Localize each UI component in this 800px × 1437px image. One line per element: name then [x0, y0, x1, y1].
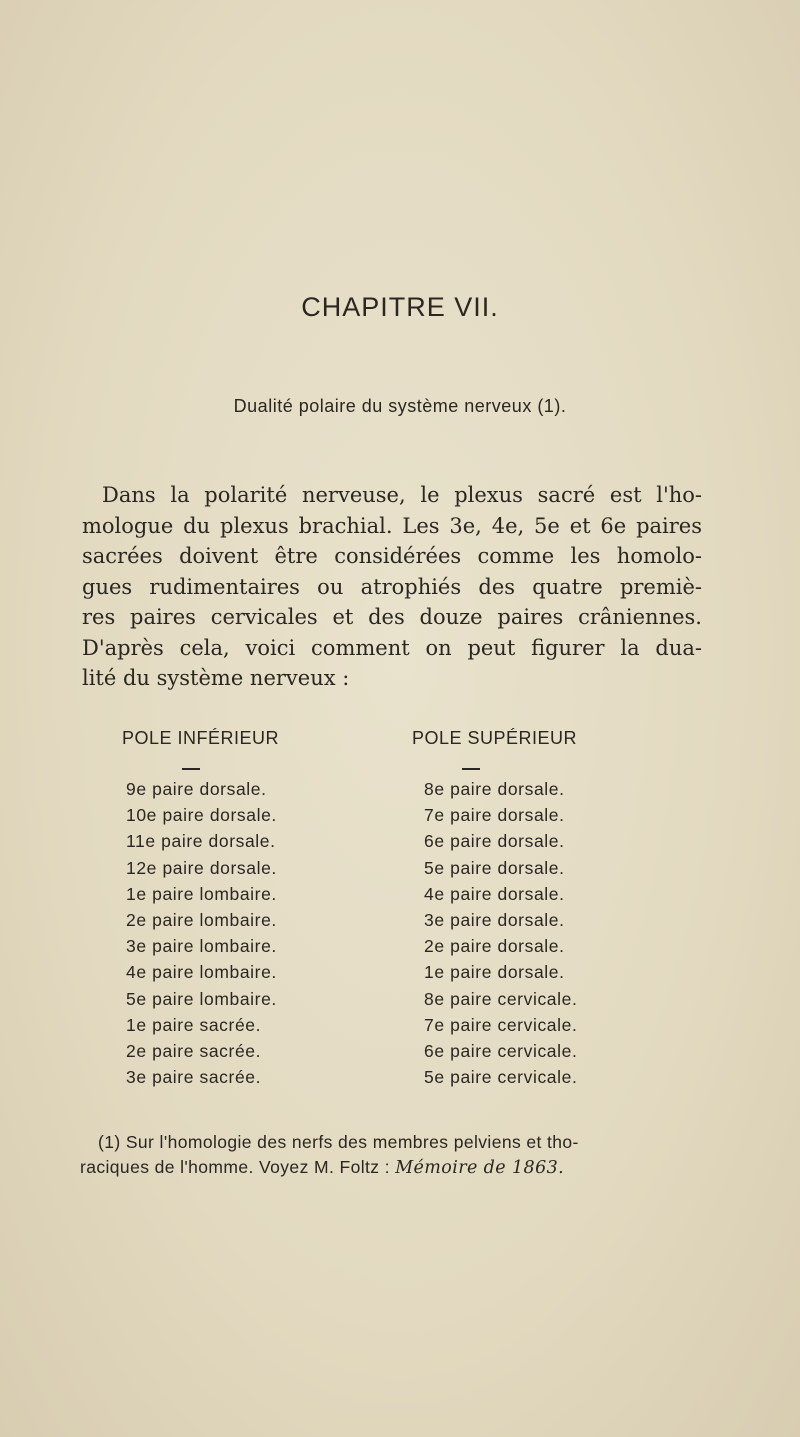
list-item: 11e paire dorsale. — [126, 831, 276, 852]
list-item: 6e paire cervicale. — [424, 1040, 578, 1061]
list-item: 9e paire dorsale. — [126, 779, 267, 799]
list-item: 2e paire dorsale. — [424, 936, 565, 957]
body-line: Dans la polarité nerveuse, le plexus sacré est l'ho- — [102, 483, 702, 507]
list-item: 4e paire dorsale. — [424, 883, 565, 904]
left-heading-dash — [182, 768, 200, 770]
list-item: 1e paire dorsale. — [424, 962, 565, 983]
list-item: 7e paire dorsale. — [424, 805, 565, 826]
footnote-line — [80, 1155, 680, 1181]
list-item: 2e paire lombaire. — [126, 909, 277, 930]
list-item: 8e paire cervicale. — [424, 988, 578, 1009]
body-line: sacrées doivent être considérées comme les homolo- — [82, 544, 702, 568]
list-item: 5e paire cervicale. — [424, 1067, 578, 1088]
list-item: 5e paire dorsale. — [424, 857, 565, 878]
footnote — [80, 1130, 680, 1181]
list-item: 3e paire lombaire. — [126, 936, 277, 957]
list-item: 3e paire sacrée. — [126, 1067, 262, 1088]
list-item: 1e paire lombaire. — [126, 883, 277, 904]
list-item: 2e paire sacrée. — [126, 1040, 262, 1061]
body-paragraph — [82, 480, 702, 694]
inferior-pole-list — [126, 776, 277, 1090]
superior-pole-list — [424, 776, 577, 1090]
footnote-line: (1) Sur l'homologie des nerfs des membres pelviens et tho- — [98, 1132, 579, 1152]
list-item: 7e paire cervicale. — [424, 1014, 578, 1035]
left-column-heading: POLE INFÉRIEUR — [122, 728, 280, 748]
chapter-subtitle: Dualité polaire du système nerveux (1). — [233, 396, 567, 416]
chapter-title: CHAPITRE VII. — [301, 292, 499, 322]
body-line: D'après cela, voici comment on peut figurer la dua- — [82, 635, 702, 660]
list-item: 12e paire dorsale. — [126, 857, 277, 878]
list-item: 1e paire sacrée. — [126, 1014, 262, 1035]
right-column-heading: POLE SUPÉRIEUR — [412, 728, 578, 748]
body-line: res paires cervicales et des douze paires crâniennes. — [82, 605, 702, 629]
list-item: 3e paire dorsale. — [424, 909, 565, 930]
list-item: 4e paire lombaire. — [126, 962, 277, 983]
right-heading-dash — [462, 768, 480, 770]
list-item: 8e paire dorsale. — [424, 779, 565, 799]
list-item: 6e paire dorsale. — [424, 831, 565, 852]
list-item: 5e paire lombaire. — [126, 988, 277, 1009]
footnote-citation: Mémoire de 1863. — [395, 1158, 565, 1178]
list-item: 10e paire dorsale. — [126, 805, 277, 826]
body-line: gues rudimentaires ou atrophiés des quatre premiè- — [82, 574, 702, 599]
footnote-text: raciques de l'homme. Voyez M. Foltz : — [80, 1157, 396, 1177]
body-line: lité du système nerveux : — [82, 666, 350, 690]
body-line: mologue du plexus brachial. Les 3e, 4e, 5e et 6e paires — [82, 513, 702, 538]
